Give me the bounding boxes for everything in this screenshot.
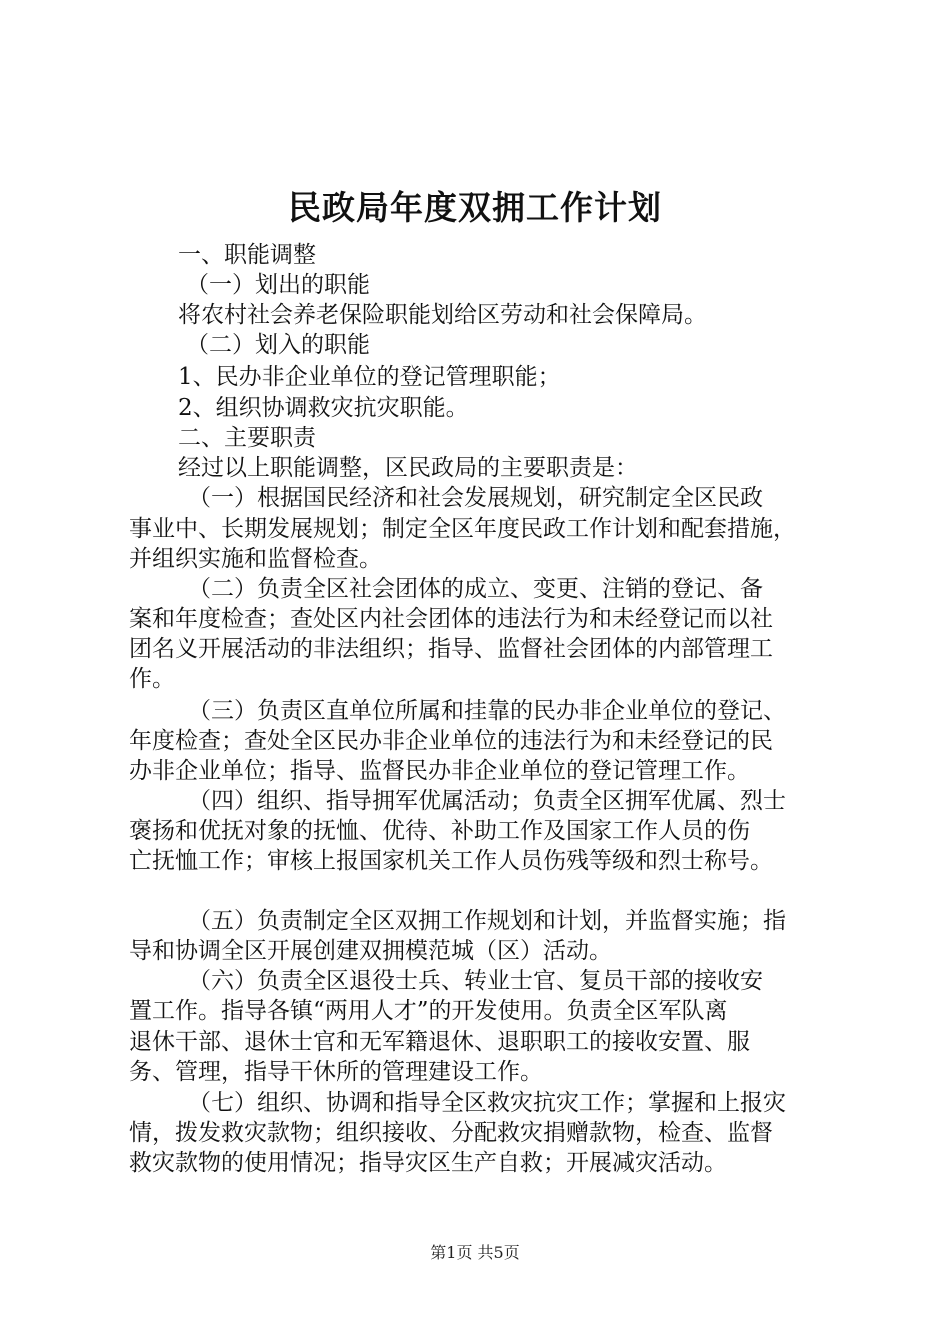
paragraph-line: 年度检查；查处全区民办非企业单位的违法行为和未经登记的民 <box>129 728 773 754</box>
paragraph-line: 案和年度检查；查处区内社会团体的违法行为和未经登记而以社 <box>129 606 773 632</box>
paragraph-line: 务、管理，指导干休所的管理建设工作。 <box>129 1059 543 1085</box>
paragraph-line: 并组织实施和监督检查。 <box>129 546 382 572</box>
paragraph-line: 团名义开展活动的非法组织；指导、监督社会团体的内部管理工 <box>129 636 773 662</box>
subheading-line: （二）划入的职能 <box>186 332 370 358</box>
paragraph-line: 办非企业单位；指导、监督民办非企业单位的登记管理工作。 <box>129 758 750 784</box>
body-line: 经过以上职能调整，区民政局的主要职责是： <box>178 455 638 481</box>
paragraph-line: 置工作。指导各镇“两用人才”的开发使用。负责全区军队离 <box>129 998 728 1024</box>
paragraph-line: 褒扬和优抚对象的抚恤、优待、补助工作及国家工作人员的伤 <box>129 818 750 844</box>
document-title: 民政局年度双拥工作计划 <box>288 188 662 227</box>
paragraph-line: （五）负责制定全区双拥工作规划和计划，并监督实施；指 <box>188 908 786 934</box>
paragraph-line: 救灾款物的使用情况；指导灾区生产自救；开展减灾活动。 <box>129 1150 727 1176</box>
page-number: 第1页 共5页 <box>430 1243 520 1262</box>
paragraph-line: （六）负责全区退役士兵、转业士官、复员干部的接收安 <box>188 968 763 994</box>
paragraph-line: 退休干部、退休士官和无军籍退休、退职职工的接收安置、服 <box>129 1029 750 1055</box>
body-line: 2、组织协调救灾抗灾职能。 <box>178 395 469 421</box>
subheading-line: （一）划出的职能 <box>186 272 370 298</box>
body-line: 1、民办非企业单位的登记管理职能； <box>178 364 561 390</box>
paragraph-line: （四）组织、指导拥军优属活动；负责全区拥军优属、烈士 <box>188 788 786 814</box>
paragraph-line: （一）根据国民经济和社会发展规划，研究制定全区民政 <box>188 485 763 511</box>
paragraph-line: 作。 <box>129 666 175 692</box>
heading-line: 二、主要职责 <box>178 425 316 451</box>
paragraph-line: （三）负责区直单位所属和挂靠的民办非企业单位的登记、 <box>188 698 786 724</box>
paragraph-line: 导和协调全区开展创建双拥模范城（区）活动。 <box>129 938 612 964</box>
paragraph-line: 事业中、长期发展规划；制定全区年度民政工作计划和配套措施， <box>129 516 796 542</box>
heading-line: 一、职能调整 <box>178 242 316 268</box>
body-line: 将农村社会养老保险职能划给区劳动和社会保障局。 <box>178 302 707 328</box>
paragraph-line: 情，拨发救灾款物；组织接收、分配救灾捐赠款物，检查、监督 <box>129 1120 773 1146</box>
paragraph-line: （二）负责全区社会团体的成立、变更、注销的登记、备 <box>188 576 763 602</box>
paragraph-line: 亡抚恤工作；审核上报国家机关工作人员伤残等级和烈士称号。 <box>129 848 773 874</box>
paragraph-line: （七）组织、协调和指导全区救灾抗灾工作；掌握和上报灾 <box>188 1090 786 1116</box>
